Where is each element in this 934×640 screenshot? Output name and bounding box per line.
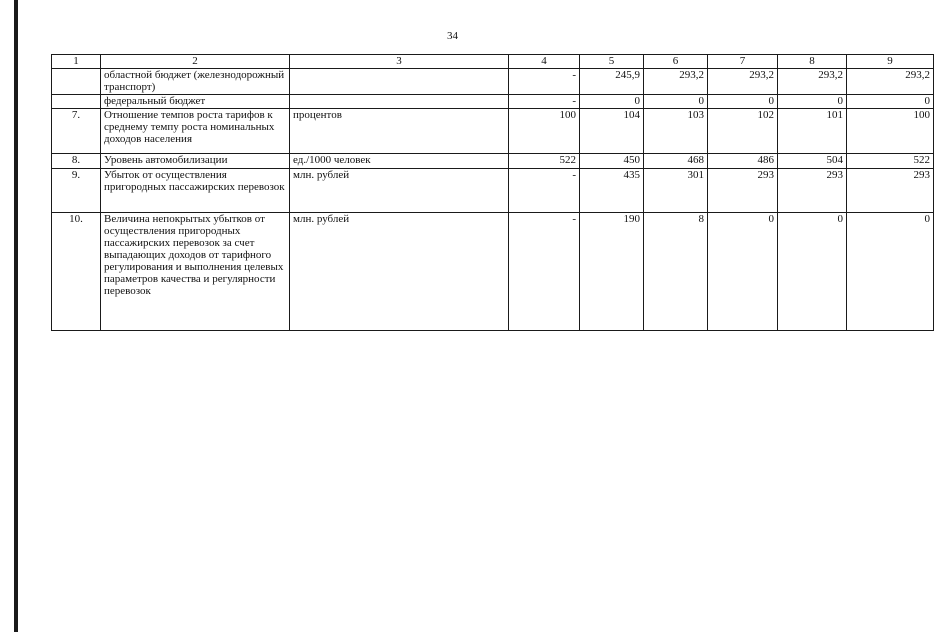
value-col4: - [509,69,580,95]
value-col9: 293,2 [847,69,934,95]
row-number: 8. [52,154,101,169]
row-number [52,69,101,95]
value-col8: 0 [778,213,847,331]
value-col4: 522 [509,154,580,169]
value-col5: 190 [580,213,644,331]
scan-edge-line [14,0,18,632]
value-col6: 468 [644,154,708,169]
unit-cell [290,95,509,109]
value-col5: 104 [580,109,644,154]
value-col5: 0 [580,95,644,109]
value-col5: 450 [580,154,644,169]
value-col7: 0 [708,95,778,109]
indicator-name: Убыток от осуществления пригородных пассажирских перевозок [101,169,290,213]
value-col9: 0 [847,213,934,331]
value-col8: 293 [778,169,847,213]
header-cell: 7 [708,55,778,69]
value-col4: - [509,169,580,213]
unit-cell: млн. рублей [290,169,509,213]
value-col6: 301 [644,169,708,213]
row-number: 9. [52,169,101,213]
row-number [52,95,101,109]
value-col8: 504 [778,154,847,169]
value-col6: 8 [644,213,708,331]
indicator-name: федеральный бюджет [101,95,290,109]
header-cell: 3 [290,55,509,69]
indicator-name: областной бюджет (железнодорожный транспорт) [101,69,290,95]
value-col7: 293 [708,169,778,213]
indicator-name: Уровень автомобилизации [101,154,290,169]
value-col9: 522 [847,154,934,169]
value-col5: 245,9 [580,69,644,95]
value-col8: 0 [778,95,847,109]
table-row [52,69,934,95]
unit-cell: процентов [290,109,509,154]
value-col7: 293,2 [708,69,778,95]
row-number: 10. [52,213,101,331]
value-col8: 101 [778,109,847,154]
table-row [52,213,934,331]
row-number: 7. [52,109,101,154]
value-col6: 0 [644,95,708,109]
header-cell: 1 [52,55,101,69]
value-col8: 293,2 [778,69,847,95]
indicators-table [51,54,934,331]
header-cell: 5 [580,55,644,69]
header-cell: 8 [778,55,847,69]
table-row [52,169,934,213]
value-col4: - [509,95,580,109]
table-row [52,95,934,109]
value-col6: 293,2 [644,69,708,95]
value-col6: 103 [644,109,708,154]
value-col9: 0 [847,95,934,109]
unit-cell: млн. рублей [290,213,509,331]
header-cell: 9 [847,55,934,69]
table-row [52,109,934,154]
value-col7: 0 [708,213,778,331]
table-row [52,154,934,169]
table-header-row [52,55,934,69]
page-number: 34 [447,30,458,42]
indicator-name: Величина непокрытых убытков от осуществления пригородных пассажирских перевозок за счет выпадающих доходов от тарифного регулирования и выполнения целевых параметров качества и регулярности перевозок [101,213,290,331]
value-col9: 100 [847,109,934,154]
unit-cell: ед./1000 человек [290,154,509,169]
header-cell: 6 [644,55,708,69]
value-col5: 435 [580,169,644,213]
header-cell: 2 [101,55,290,69]
value-col7: 102 [708,109,778,154]
value-col7: 486 [708,154,778,169]
header-cell: 4 [509,55,580,69]
value-col4: - [509,213,580,331]
unit-cell [290,69,509,95]
value-col9: 293 [847,169,934,213]
indicator-name: Отношение темпов роста тарифов к среднему темпу роста номинальных доходов населения [101,109,290,154]
value-col4: 100 [509,109,580,154]
